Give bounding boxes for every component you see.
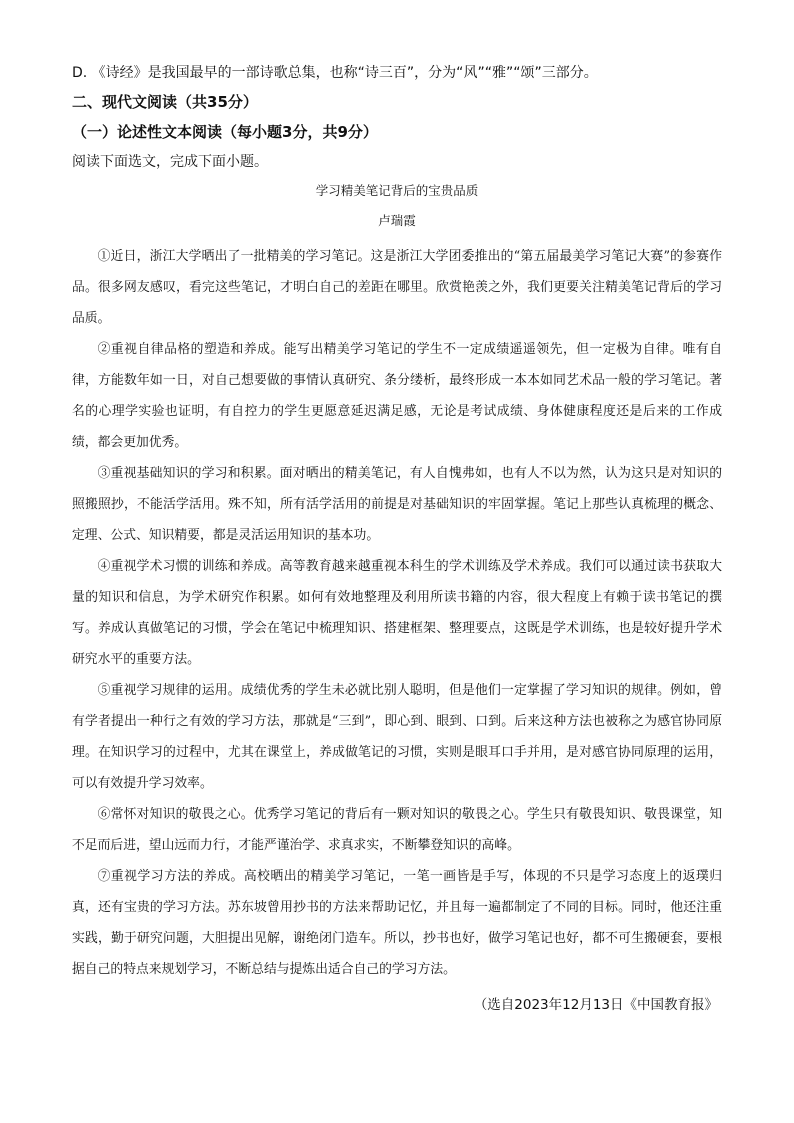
article-paragraph-2: ②重视自律品格的塑造和养成。能写出精美学习笔记的学生不一定成绩遥遥领先，但一定极为自律。唯有自律，方能数年如一日，对自己想要做的事情认真研究、条分缕析，最终形成一本本如同艺术品一般的学习笔记。著名的心理学实验也证明，有自控力的学生更愿意延迟满足感，无论是考试成绩、身体健康程度还是后来的工作成绩，都会更加优秀。 — [72, 342, 722, 450]
document-page — [72, 62, 722, 1017]
article-author: 卢瑞霞 — [378, 213, 416, 228]
article-paragraph-3: ③重视基础知识的学习和积累。面对晒出的精美笔记，有人自愧弗如，也有人不以为然，认为这只是对知识的照搬照抄，不能活学活用。殊不知，所有活学活用的前提是对基础知识的牢固掌握。笔记上那些认真梳理的概念、定理、公式、知识精要，都是灵活运用知识的基本功。 — [72, 466, 722, 543]
article-paragraph-1: ①近日，浙江大学晒出了一批精美的学习笔记。这是浙江大学团委推出的“第五届最美学习笔记大赛”的参赛作品。很多网友感叹，看完这些笔记，才明白自己的差距在哪里。欣赏艳羡之外，我们更要关注精美笔记背后的学习品质。 — [72, 249, 722, 326]
section-heading: 二、现代文阅读（共35分） — [72, 93, 258, 111]
article-title: 学习精美笔记背后的宝贵品质 — [315, 183, 479, 198]
article-paragraph-5: ⑤重视学习规律的运用。成绩优秀的学生未必就比别人聪明，但是他们一定掌握了学习知识的规律。例如，曾有学者提出一种行之有效的学习方法，那就是“三到”，即心到、眼到、口到。后来这种方法也被称之为感官协同原理。在知识学习的过程中，尤其在课堂上，养成做笔记的习惯，实则是眼耳口手并用，是对感官协同原理的运用，可以有效提升学习效率。 — [72, 683, 722, 791]
reading-instruction: 阅读下面选文，完成下面小题。 — [72, 154, 268, 170]
article-paragraph-4: ④重视学术习惯的训练和养成。高等教育越来越重视本科生的学术训练及学术养成。我们可以通过读书获取大量的知识和信息，为学术研究作积累。如何有效地整理及利用所读书籍的内容，很大程度上有赖于读书笔记的撰写。养成认真做笔记的习惯，学会在笔记中梳理知识、搭建框架、整理要点，这既是学术训练，也是较好提升学术研究水平的重要方法。 — [72, 559, 722, 667]
question-option-d: D. 《诗经》是我国最早的一部诗歌总集，也称“诗三百”，分为“风”“雅”“颂”三部分。 — [72, 65, 598, 81]
article-paragraph-7: ⑦重视学习方法的养成。高校晒出的精美学习笔记，一笔一画皆是手写，体现的不只是学习态度上的返璞归真，还有宝贵的学习方法。苏东坡曾用抄书的方法来帮助记忆，并且每一遍都制定了不同的目标。同时，他还注重实践，勤于研究问题，大胆提出见解，谢绝闭门造车。所以，抄书也好，做学习笔记也好，都不可生搬硬套，要根据自己的特点来规划学习，不断总结与提炼出适合自己的学习方法。 — [72, 869, 722, 977]
article-source: （选自2023年12月13日《中国教育报》 — [473, 997, 718, 1013]
subsection-heading: （一）论述性文本阅读（每小题3分，共9分） — [72, 123, 378, 141]
article-paragraph-6: ⑥常怀对知识的敬畏之心。优秀学习笔记的背后有一颗对知识的敬畏之心。学生只有敬畏知识、敬畏课堂，知不足而后进，望山远而力行，才能严谨治学、求真求实，不断攀登知识的高峰。 — [72, 807, 722, 853]
